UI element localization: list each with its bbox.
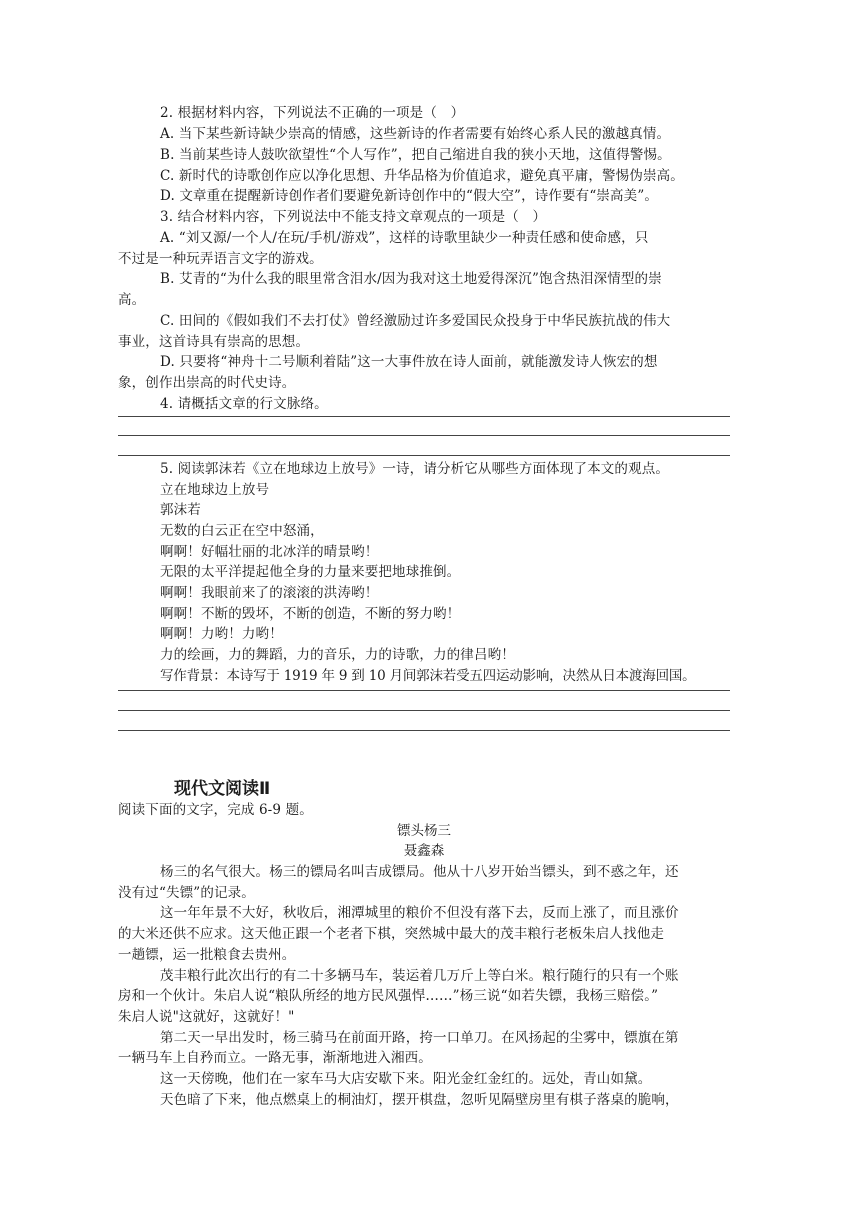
- story-title: 镖头杨三: [397, 823, 451, 839]
- section-heading: 现代文阅读Ⅱ: [174, 779, 271, 799]
- q2-option-c: C. 新时代的诗歌创作应以净化思想、升华品格为价值追求，避免真平庸，警惕伪崇高。: [160, 168, 684, 184]
- q3-option-c: C. 田间的《假如我们不去打仗》曾经激励过许多爱国民众投身于中华民族抗战的伟大: [160, 313, 671, 329]
- poem-line: 无数的白云正在空中怒涌，: [160, 523, 324, 539]
- q5-stem: 5. 阅读郭沫若《立在地球边上放号》一诗，请分析它从哪些方面体现了本文的观点。: [160, 461, 670, 477]
- q3-option-a: A. “刘又源/一个人/在玩/手机/游戏”，这样的诗歌里缺少一种责任感和使命感，只: [160, 230, 649, 246]
- q2-stem: 2. 根据材料内容，下列说法不正确的一项是（ ）: [160, 105, 465, 121]
- q3-option-c-cont: 事业，这首诗具有崇高的思想。: [118, 334, 310, 350]
- poem-line: 啊啊！力哟！力哟！: [160, 626, 283, 642]
- story-paragraph: 这一天傍晚，他们在一家车马大店安歇下来。阳光金红金红的。远处，青山如黛。: [160, 1071, 652, 1087]
- poem-line: 啊啊！我眼前来了的滚滚的洪涛哟！: [160, 585, 379, 601]
- writing-background: 写作背景：本诗写于 1919 年 9 到 10 月间郭沫若受五四运动影响，决然从日本渡海回国。: [160, 668, 696, 684]
- section-intro: 阅读下面的文字，完成 6-9 题。: [118, 802, 313, 818]
- answer-line[interactable]: [118, 435, 730, 436]
- q3-stem: 3. 结合材料内容，下列说法中不能支持文章观点的一项是（ ）: [160, 209, 547, 225]
- story-paragraph: 天色暗了下来，他点燃桌上的桐油灯，摆开棋盘，忽听见隔壁房里有棋子落桌的脆响，: [160, 1092, 679, 1108]
- story-paragraph-cont: 一辆马车上自矜而立。一路无事，渐渐地进入湘西。: [118, 1050, 432, 1066]
- poem-line: 无限的太平洋提起他全身的力量来要把地球推倒。: [160, 564, 461, 580]
- q3-option-b-cont: 高。: [118, 292, 146, 308]
- story-paragraph-cont: 朱启人说"这就好，这就好！": [118, 1009, 295, 1025]
- poem-author: 郭沫若: [160, 502, 201, 518]
- story-paragraph-cont: 房和一个伙计。朱启人说“粮队所经的地方民风强悍……”杨三说“如若失镖，我杨三赔偿。”: [118, 988, 659, 1004]
- answer-line[interactable]: [118, 416, 730, 417]
- q3-option-a-cont: 不过是一种玩弄语言文字的游戏。: [118, 251, 323, 267]
- story-author: 聂鑫森: [403, 843, 445, 859]
- story-paragraph-cont: 一趟镖，运一批粮食去贵州。: [118, 947, 296, 963]
- story-paragraph-cont: 没有过“失镖”的记录。: [118, 885, 255, 901]
- q3-option-b: B. 艾青的“为什么我的眼里常含泪水/因为我对这土地爱得深沉”饱含热泪深情型的崇: [160, 271, 662, 287]
- q2-option-b: B. 当前某些诗人鼓吹欲望性“个人写作”，把自己缩进自我的狭小天地，这值得警惕。: [160, 147, 671, 163]
- answer-line[interactable]: [118, 710, 730, 711]
- story-paragraph: 茂丰粮行此次出行的有二十多辆马车，装运着几万斤上等白米。粮行随行的只有一个账: [160, 968, 679, 984]
- poem-line: 力的绘画，力的舞蹈，力的音乐，力的诗歌，力的律吕哟！: [160, 647, 515, 663]
- story-paragraph-cont: 的大米还供不应求。这天他正跟一个老者下棋，突然城中最大的茂丰粮行老板朱启人找他走: [118, 926, 664, 942]
- q3-option-d-cont: 象，创作出崇高的时代史诗。: [118, 375, 296, 391]
- story-paragraph: 这一年年景不大好，秋收后，湘潭城里的粮价不但没有落下去，反而上涨了，而且涨价: [160, 905, 679, 921]
- story-paragraph: 杨三的名气很大。杨三的镖局名叫吉成镖局。他从十八岁开始当镖头，到不惑之年，还: [160, 864, 679, 880]
- poem-title: 立在地球边上放号: [160, 482, 270, 498]
- q4-stem: 4. 请概括文章的行文脉络。: [160, 396, 328, 412]
- poem-line: 啊啊！不断的毁坏，不断的创造，不断的努力哟！: [160, 606, 461, 622]
- answer-line[interactable]: [118, 455, 730, 456]
- answer-line[interactable]: [118, 730, 730, 731]
- story-paragraph: 第二天一早出发时，杨三骑马在前面开路，挎一口单刀。在风扬起的尘雾中，镖旗在第: [160, 1030, 679, 1046]
- poem-line: 啊啊！好幅壮丽的北冰洋的晴景哟！: [160, 544, 379, 560]
- q2-option-d: D. 文章重在提醒新诗创作者们要避免新诗创作中的“假大空”，诗作要有“崇高美”。: [160, 188, 659, 204]
- q3-option-d: D. 只要将“神舟十二号顺利着陆”这一大事件放在诗人面前，就能激发诗人恢宏的想: [160, 354, 658, 370]
- answer-line[interactable]: [118, 690, 730, 691]
- q2-option-a: A. 当下某些新诗缺少崇高的情感，这些新诗的作者需要有始终心系人民的激越真情。: [160, 126, 671, 142]
